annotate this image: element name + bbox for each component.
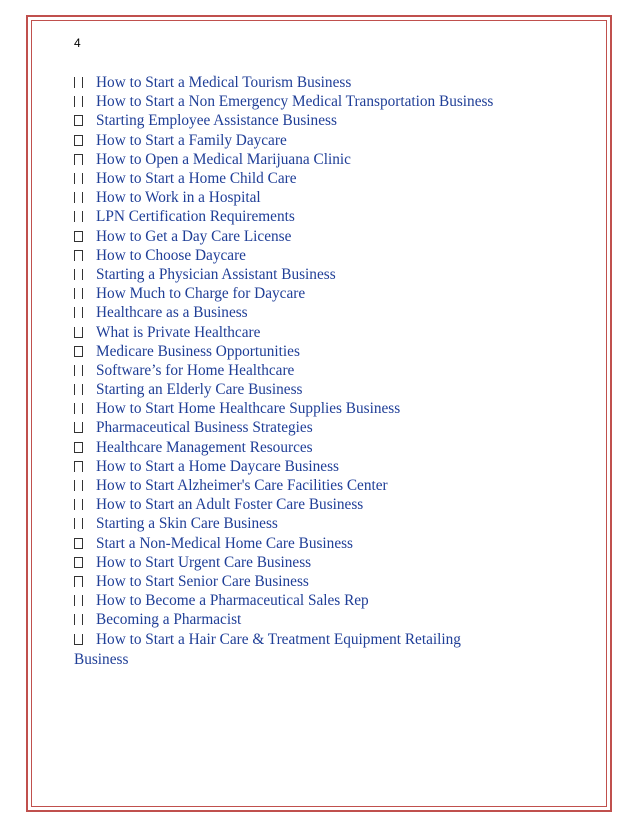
list-item [74,553,493,572]
bullet-icon [74,307,83,318]
bullet-icon [74,442,83,453]
bullet-icon [74,327,83,338]
bullet-icon [74,173,83,184]
bullet-icon [74,422,83,433]
link-text[interactable]: Healthcare as a Business [96,304,248,322]
bullet-icon [74,595,83,606]
list-item [74,476,493,495]
list-item [74,572,493,591]
list-item [74,303,493,322]
list-item [74,150,493,169]
link-text[interactable]: How to Start a Home Daycare Business [96,457,339,475]
bullet-icon [74,77,83,88]
bullet-icon [74,269,83,280]
list-item [74,246,493,265]
bullet-icon [74,288,83,299]
bullet-icon [74,538,83,549]
bullet-icon [74,403,83,414]
bullet-icon [74,115,83,126]
link-text[interactable]: How to Start Home Healthcare Supplies Business [96,400,401,418]
bullet-icon [74,135,83,146]
list-item [74,610,493,629]
list-item [74,629,493,648]
link-text[interactable]: Starting a Physician Assistant Business [96,265,336,283]
link-text[interactable]: Starting an Elderly Care Business [96,381,303,399]
link-text[interactable]: How to Get a Day Care License [96,227,292,245]
list-item [74,73,493,92]
bullet-icon [74,365,83,376]
bullet-icon [74,154,83,165]
link-list [74,73,493,649]
bullet-icon [74,192,83,203]
link-text[interactable]: Healthcare Management Resources [96,438,313,456]
bullet-icon [74,346,83,357]
bullet-icon [74,614,83,625]
bullet-icon [74,250,83,261]
list-item [74,342,493,361]
link-text[interactable]: Pharmaceutical Business Strategies [96,419,313,437]
bullet-icon [74,211,83,222]
list-item [74,438,493,457]
link-text[interactable]: How to Start Senior Care Business [96,572,309,590]
link-text[interactable]: How to Work in a Hospital [96,189,261,207]
list-item [74,399,493,418]
link-text[interactable]: How Much to Charge for Daycare [96,285,306,303]
list-item [74,322,493,341]
link-text[interactable]: Starting a Skin Care Business [96,515,278,533]
link-text[interactable]: How to Choose Daycare [96,246,246,264]
link-text[interactable]: How to Start an Adult Foster Care Business [96,496,364,514]
link-text[interactable]: Becoming a Pharmacist [96,611,242,629]
list-item [74,418,493,437]
list-item [74,131,493,150]
bullet-icon [74,480,83,491]
link-text[interactable]: How to Start Urgent Care Business [96,553,312,571]
list-item [74,92,493,111]
link-text[interactable]: How to Start a Hair Care & Treatment Equipment Retailing [96,630,461,648]
bullet-icon [74,634,83,645]
bullet-icon [74,231,83,242]
bullet-icon [74,576,83,587]
list-item [74,514,493,533]
link-text[interactable]: How to Become a Pharmaceutical Sales Rep [96,592,369,610]
link-text[interactable]: How to Start a Medical Tourism Business [96,74,352,92]
link-text[interactable]: Medicare Business Opportunities [96,342,300,360]
link-text[interactable]: How to Open a Medical Marijuana Clinic [96,150,351,168]
link-text[interactable]: How to Start Alzheimer's Care Facilities Center [96,477,388,495]
link-continuation[interactable]: Business [74,651,129,668]
link-text[interactable]: LPN Certification Requirements [96,208,295,226]
page-number: 4 [74,36,81,50]
bullet-icon [74,499,83,510]
list-item [74,284,493,303]
link-text[interactable]: How to Start a Non Emergency Medical Transportation Business [96,93,494,111]
list-item [74,265,493,284]
list-item [74,227,493,246]
link-text[interactable]: How to Start a Family Daycare [96,131,287,149]
list-item [74,591,493,610]
list-item [74,111,493,130]
list-item [74,207,493,226]
list-item [74,188,493,207]
link-text[interactable]: Software’s for Home Healthcare [96,361,295,379]
bullet-icon [74,461,83,472]
link-text[interactable]: What is Private Healthcare [96,323,261,341]
bullet-icon [74,96,83,107]
bullet-icon [74,518,83,529]
bullet-icon [74,384,83,395]
link-text[interactable]: How to Start a Home Child Care [96,170,297,188]
list-item [74,380,493,399]
list-item [74,495,493,514]
list-item [74,169,493,188]
list-item [74,457,493,476]
link-text[interactable]: Start a Non-Medical Home Care Business [96,534,354,552]
list-item [74,534,493,553]
link-text[interactable]: Starting Employee Assistance Business [96,112,337,130]
bullet-icon [74,557,83,568]
list-item [74,361,493,380]
